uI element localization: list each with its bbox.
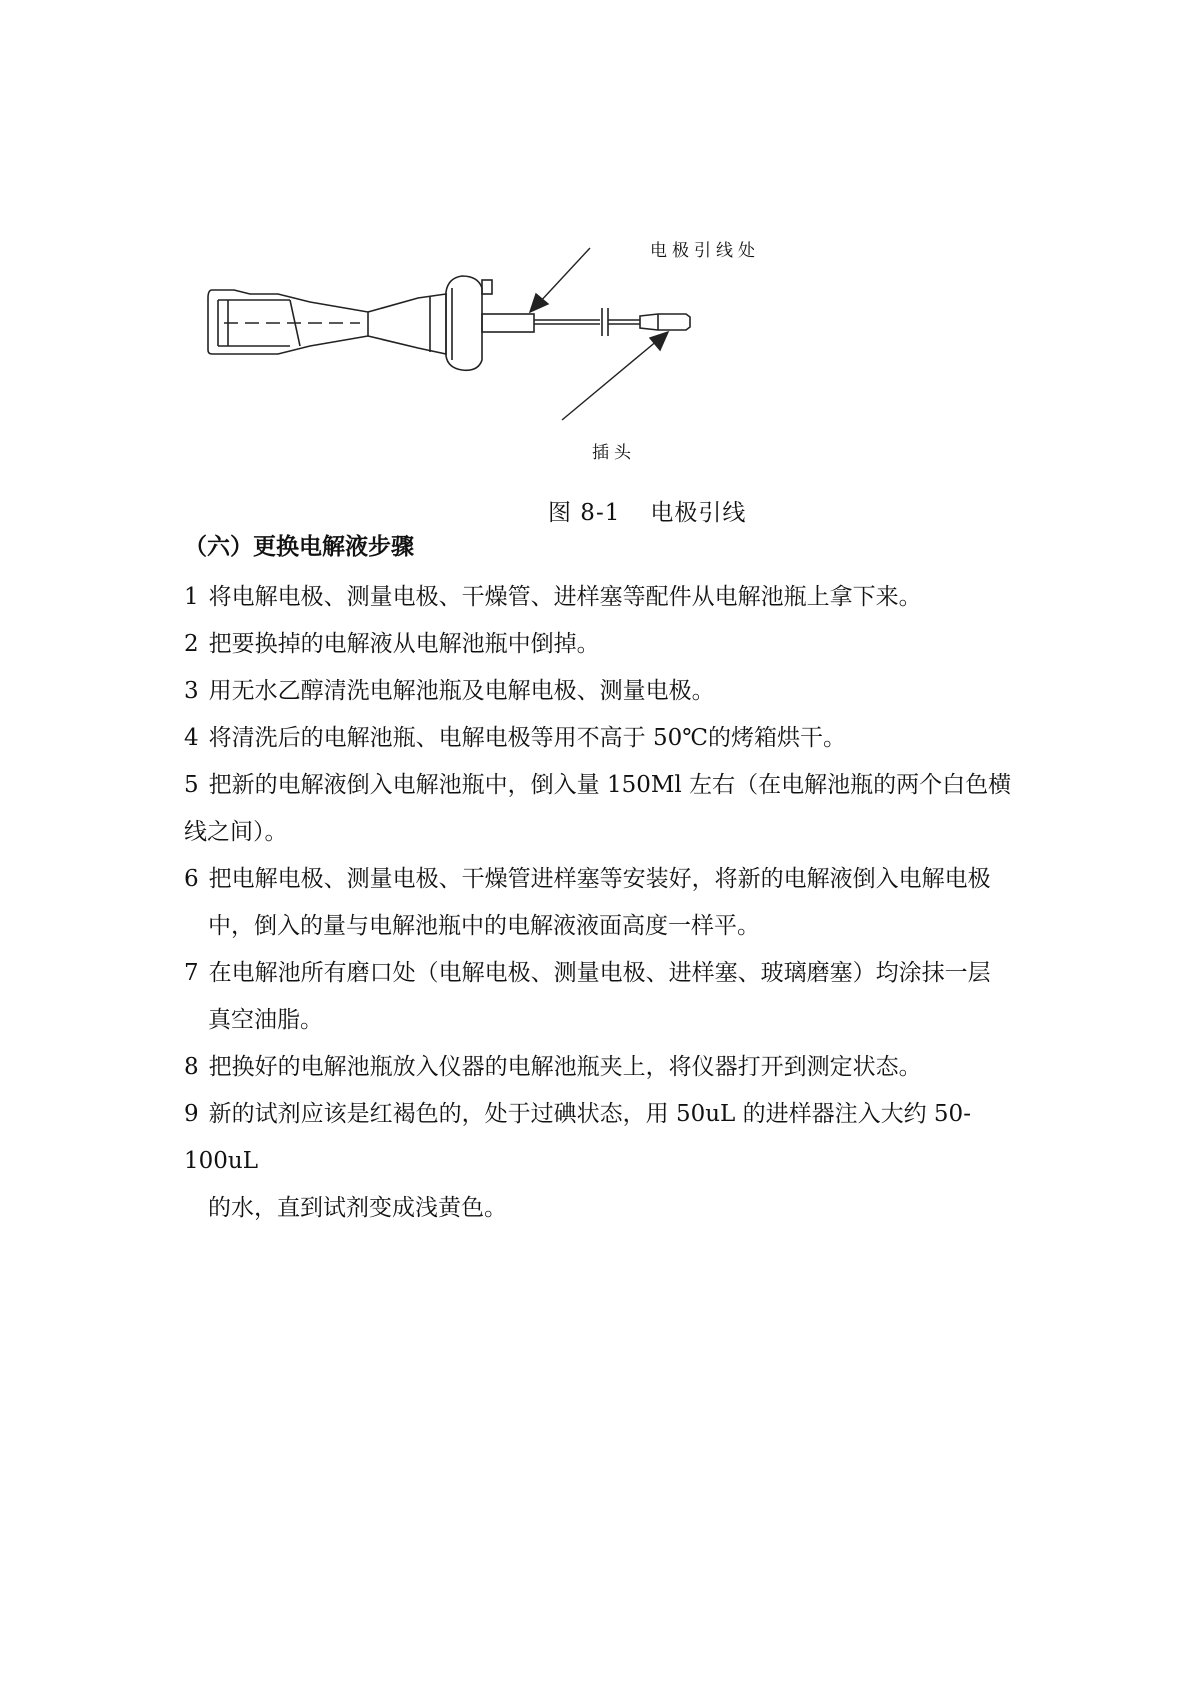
step-number: 7 (184, 960, 199, 986)
step-item (184, 574, 1034, 621)
lead-connector (482, 314, 534, 332)
step-number: 3 (184, 678, 199, 704)
step-number: 8 (184, 1054, 199, 1080)
step-continuation: 真空油脂。 (208, 1007, 323, 1033)
step-text: 把电解电极、测量电极、干燥管进样塞等安装好，将新的电解液倒入电解电极 (208, 866, 991, 892)
step-number: 5 (184, 772, 199, 798)
plug-body (640, 314, 690, 330)
taper-section (368, 294, 446, 354)
caption-title: 电极引线 (650, 500, 747, 526)
step-item (184, 715, 1034, 762)
step-text: 将电解电极、测量电极、干燥管、进样塞等配件从电解池瓶上拿下来。 (208, 584, 922, 610)
step-number: 4 (184, 725, 199, 751)
step-number: 1 (184, 584, 199, 610)
step-item (184, 762, 1034, 856)
step-text: 把新的电解液倒入电解池瓶中，倒入量 150Ml 左右（在电解池瓶的两个白色横 (208, 772, 1012, 798)
step-number: 9 (184, 1101, 199, 1127)
leader-line-bottom (562, 340, 658, 420)
step-text: 在电解池所有磨口处（电解电极、测量电极、进样塞、玻璃磨塞）均涂抹一层 (208, 960, 991, 986)
step-item (184, 950, 1034, 1044)
step-text: 将清洗后的电解池瓶、电解电极等用不高于 50℃的烤箱烘干。 (208, 725, 846, 751)
section-heading: （六）更换电解液步骤 (184, 533, 414, 560)
step-list (184, 574, 1034, 1232)
step-number: 2 (184, 631, 199, 657)
figure-caption (548, 494, 746, 527)
step-text: 把要换掉的电解液从电解池瓶中倒掉。 (208, 631, 600, 657)
label-electrode-lead: 电极引线处 (650, 241, 760, 261)
step-item (184, 668, 1034, 715)
caption-number: 图 8-1 (548, 500, 621, 526)
step-number: 6 (184, 866, 199, 892)
step-item (184, 1044, 1034, 1091)
leader-line-top (538, 248, 590, 304)
step-text: 用无水乙醇清洗电解池瓶及电解电极、测量电极。 (208, 678, 715, 704)
step-text: 新的试剂应该是红褐色的，处于过碘状态，用 50uL 的进样器注入大约 50-100uL (184, 1101, 971, 1174)
step-text: 把换好的电解池瓶放入仪器的电解池瓶夹上，将仪器打开到测定状态。 (208, 1054, 922, 1080)
side-nub (482, 280, 492, 294)
label-plug: 插头 (592, 443, 636, 463)
step-continuation: 的水，直到试剂变成浅黄色。 (208, 1195, 507, 1221)
step-continuation: 线之间）。 (184, 819, 288, 845)
arrow-head-bottom (650, 332, 668, 350)
step-item (184, 1091, 1034, 1232)
step-continuation: 中，倒入的量与电解池瓶中的电解液液面高度一样平。 (208, 913, 760, 939)
step-item (184, 621, 1034, 668)
step-item (184, 856, 1034, 950)
